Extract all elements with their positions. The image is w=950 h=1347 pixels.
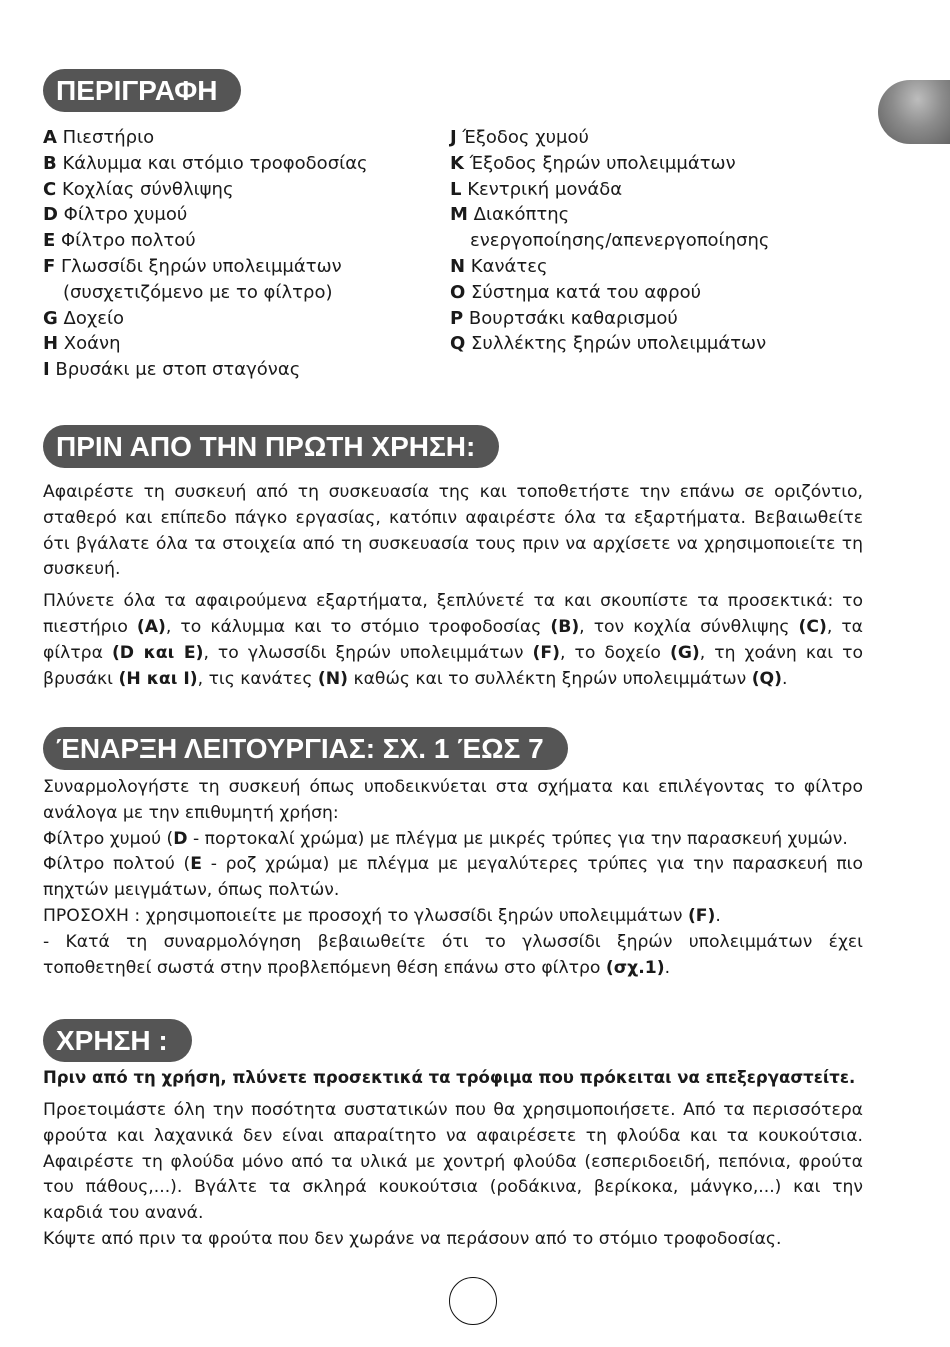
start-caution-line: ΠΡΟΣΟΧΗ : χρησιμοποιείτε με προσοχή το γλωσσίδι ξηρών υπολειμμάτων (F). [43,905,721,926]
part-letter: B [43,152,57,174]
part-label-continuation: (συσχετιζόμενο με το φίλτρο) [63,281,333,303]
use-bold-instruction: Πριν από τη χρήση, πλύνετε προσεκτικά τα τρόφιμα που πρόκειται να επεξεργαστείτε. [43,1068,856,1087]
bold-reference: D [173,828,188,849]
part-item [450,254,769,280]
part-letter: A [43,127,57,148]
part-label: Κανάτες [465,255,548,277]
section-title-before-first-use: ΠΡΙΝ ΑΠΟ ΤΗΝ ΠΡΩΤΗ ΧΡΗΣΗ: [43,425,499,468]
start-assembly-line: - Κατά τη συναρμολόγηση βεβαιωθείτε ότι το γλωσσίδι ξηρών υπολειμμάτων έχει τοποθετηθεί σωστά στην προβλεπόμενη θέση επάνω στο φίλτρο (σχ.1). [43,931,863,978]
part-letter: D [43,204,58,226]
part-item [43,151,368,177]
part-item [450,125,769,151]
start-pulp-filter-line: Φίλτρο πολτού (E - ροζ χρώμα) με πλέγμα με μεγαλύτερες τρύπες για την παρασκευή πιο πηχτών μειγμάτων, όπως πολτών. [43,854,864,901]
use-paragraph-1: Προετοιμάστε όλη την ποσότητα συστατικών που θα χρησιμοποιήσετε. Από τα περισσότερα φρούτα και λαχανικά δεν είναι απαραίτητο να αφαιρέσετε τη φλούδα και τα κουκούτσια. Αφαιρέστε τη φλούδα μόνο από τα υλικά με χοντρή φλούδα (εσπεριδοειδή, πεπόνια, φρούτα του πάθους,...). Βγάλτε τα σκληρά κουκούτσια (ροδάκινα, βερίκοκα, μάνγκο,...) και την καρδιά του ανανά. [43,1100,863,1224]
part-letter: M [450,204,468,226]
before-first-use-text [43,480,863,692]
part-letter: J [450,127,457,148]
part-letter: C [43,178,57,200]
part-label-continuation: ενεργοποίησης/απενεργοποίησης [470,230,770,252]
part-letter: O [450,281,466,303]
part-item [43,202,368,228]
part-label: Φίλτρο πολτού [55,230,196,252]
start-text [43,775,863,981]
part-label: Φίλτρο χυμού [57,204,188,226]
part-letter: Q [450,333,466,355]
bold-reference: (F) [687,905,716,926]
bold-reference: (G) [669,642,700,663]
part-label: Βρυσάκι με στοπ σταγόνας [49,359,301,381]
page-number-circle [449,1277,497,1325]
part-label: Κεντρική μονάδα [461,178,623,200]
part-label: Γλωσσίδι ξηρών υπολειμμάτων [55,255,342,277]
bold-reference: (H και I) [118,668,198,689]
use-paragraph-2: Κόψτε από πριν τα φρούτα που δεν χωράνε να περάσουν από το στόμιο τροφοδοσίας. [43,1228,782,1249]
section-title-description: ΠΕΡΙΓΡΑΦΗ [43,69,241,112]
bold-reference: E [190,854,203,875]
part-label: Έξοδος ξηρών υπολειμμάτων [463,152,736,174]
bold-reference: (Q) [751,668,783,689]
bold-reference: (D και E) [111,642,204,663]
part-letter: E [43,230,56,252]
part-label: Διακόπτης [467,204,570,226]
part-letter: F [43,255,56,277]
parts-list-left [43,125,368,383]
part-letter: I [43,359,50,381]
bold-reference: (A) [136,616,166,637]
part-item [450,331,769,357]
part-letter: H [43,333,59,355]
part-label: Δοχείο [57,307,125,329]
part-letter: K [450,152,464,174]
part-item [43,357,368,383]
part-letter: G [43,307,58,329]
use-text [43,1098,863,1253]
bold-reference: (N) [317,668,348,689]
part-label: Έξοδος χυμού [456,127,589,148]
page-tab-marker [878,80,950,144]
part-item [43,306,368,332]
part-item [450,280,769,306]
part-letter: N [450,255,466,277]
part-item [43,331,368,357]
part-label: Χοάνη [58,333,121,355]
part-label: Σύστημα κατά του αφρού [465,281,701,303]
part-label: Βουρτσάκι καθαρισμού [463,307,678,329]
bold-reference: (σχ.1) [605,957,665,978]
part-item [43,254,368,280]
part-item [450,306,769,332]
bold-reference: (C) [798,616,827,637]
part-item [43,177,368,203]
part-item [43,125,368,151]
before-paragraph-1: Αφαιρέστε τη συσκευή από τη συσκευασία της και τοποθετήστε την επάνω σε οριζόντιο, σταθερό και επίπεδο πάγκο εργασίας, κατόπιν αφαιρέστε όλα τα εξαρτήματα. Βεβαιωθείτε ότι βγάλατε όλα τα στοιχεία από τη συσκευασία τους πριν να αρχίσετε να χρησιμοποιείτε τη συσκευή. [43,482,863,580]
part-item [450,202,769,228]
part-letter: L [450,178,462,200]
part-item [450,151,769,177]
start-juice-filter-line: Φίλτρο χυμού (D - πορτοκαλί χρώμα) με πλέγμα με μικρές τρύπες για την παρασκευή χυμών. [43,828,848,849]
part-item [43,228,368,254]
start-paragraph-1: Συναρμολογήστε τη συσκευή όπως υποδεικνύεται στα σχήματα και επιλέγοντας το φίλτρο ανάλογα με την επιθυμητή χρήση: [43,777,863,823]
parts-list-right [450,125,769,357]
before-paragraph-2: Πλύνετε όλα τα αφαιρούμενα εξαρτήματα, ξεπλύνετέ τα και σκουπίστε τα προσεκτικά: το πιεστήριο (A), το κάλυμμα και το στόμιο τροφοδοσίας (B), τον κοχλία σύνθλιψης (C), τα φίλτρα (D και E), το γλωσσίδι ξηρών υπολειμμάτων (F), το δοχείο (G), τη χοάνη και το βρυσάκι (H και I), τις κανάτες (N) καθώς και το συλλέκτη ξηρών υπολειμμάτων (Q). [43,591,864,689]
part-letter: P [450,307,464,329]
bold-reference: (F) [532,642,560,663]
part-label: Κάλυμμα και στόμιο τροφοδοσίας [56,152,368,174]
part-label: Κοχλίας σύνθλιψης [56,178,234,200]
section-title-use: ΧΡΗΣΗ : [43,1019,192,1062]
part-item [450,177,769,203]
bold-reference: (B) [550,616,580,637]
part-label: Συλλέκτης ξηρών υπολειμμάτων [465,333,767,355]
part-label: Πιεστήριο [56,127,155,148]
section-title-start: ΈΝΑΡΞΗ ΛΕΙΤΟΥΡΓΙΑΣ: ΣΧ. 1 ΈΩΣ 7 [43,727,568,770]
